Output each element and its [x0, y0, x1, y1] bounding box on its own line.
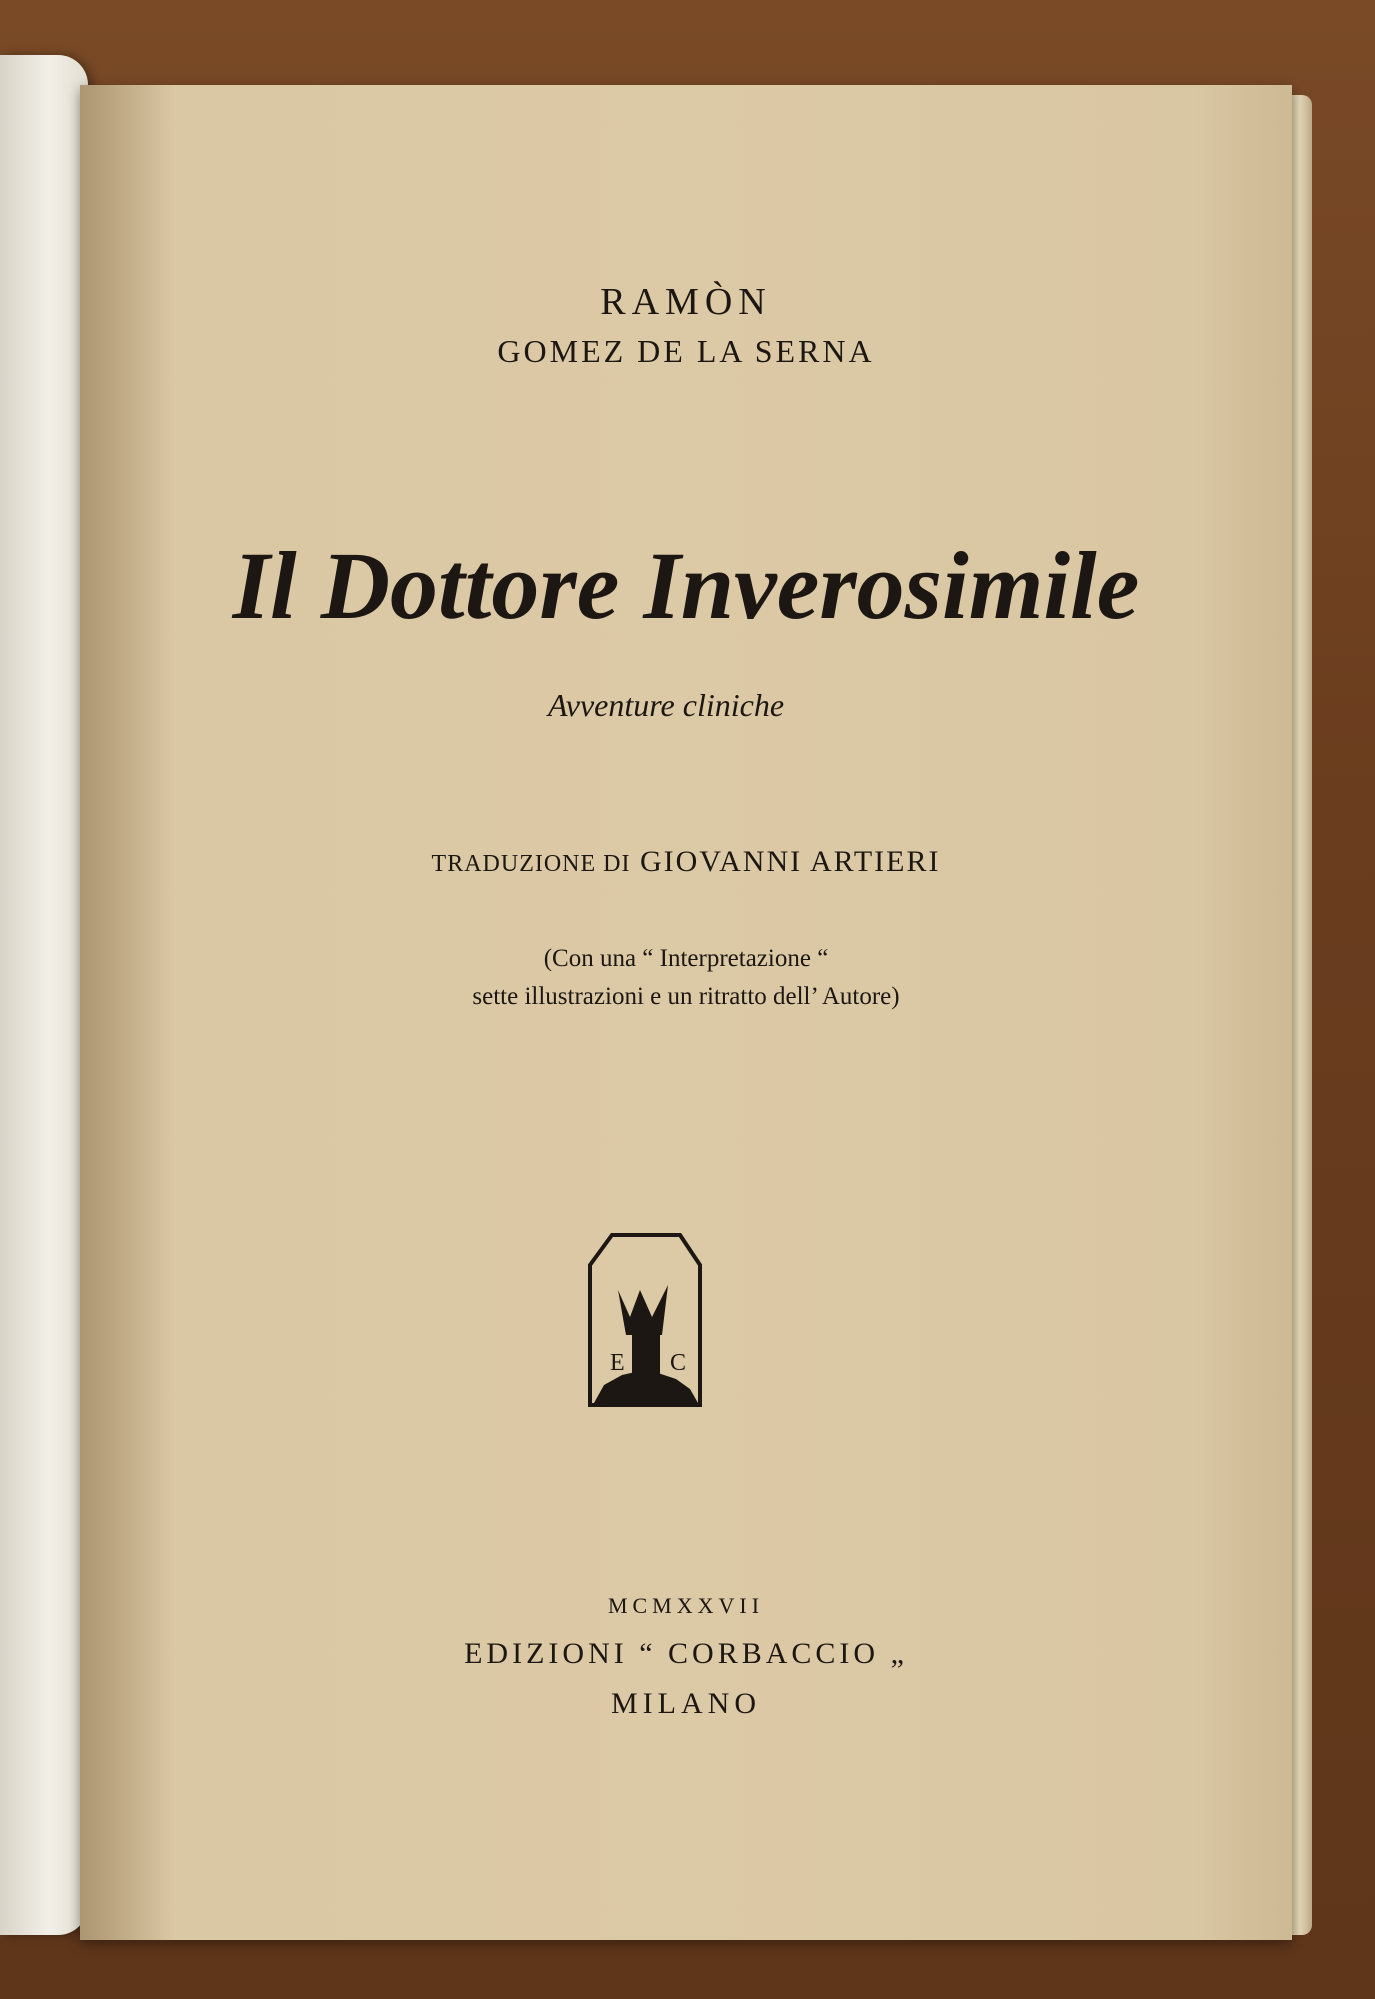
- emblem-icon: [570, 1225, 720, 1415]
- publication-year: MCMXXVII: [607, 1593, 765, 1618]
- translator-name: GIOVANNI ARTIERI: [640, 845, 941, 878]
- edition-note-line-2: sette illustrazioni e un ritratto dell’ Autore): [472, 983, 900, 1010]
- publisher-emblem: [570, 1225, 720, 1415]
- translation-credit: [80, 845, 1292, 879]
- author-first-name: RAMÒN: [600, 281, 772, 323]
- book-subtitle: Avventure cliniche: [547, 687, 785, 723]
- edition-note-line-1: (Con una “ Interpretazione “: [543, 945, 829, 972]
- publisher-name: EDIZIONI “ CORBACCIO „: [464, 1637, 908, 1670]
- emblem-letter-c: C: [670, 1350, 687, 1376]
- author-last-name: GOMEZ DE LA SERNA: [497, 333, 875, 369]
- book-title: Il Dottore Inverosimile: [232, 532, 1140, 639]
- translation-label: TRADUZIONE DI: [431, 851, 631, 877]
- publication-city: MILANO: [611, 1687, 761, 1720]
- emblem-letter-e: E: [610, 1350, 625, 1376]
- facing-blank-page: [0, 55, 88, 1935]
- title-page: [80, 85, 1292, 1940]
